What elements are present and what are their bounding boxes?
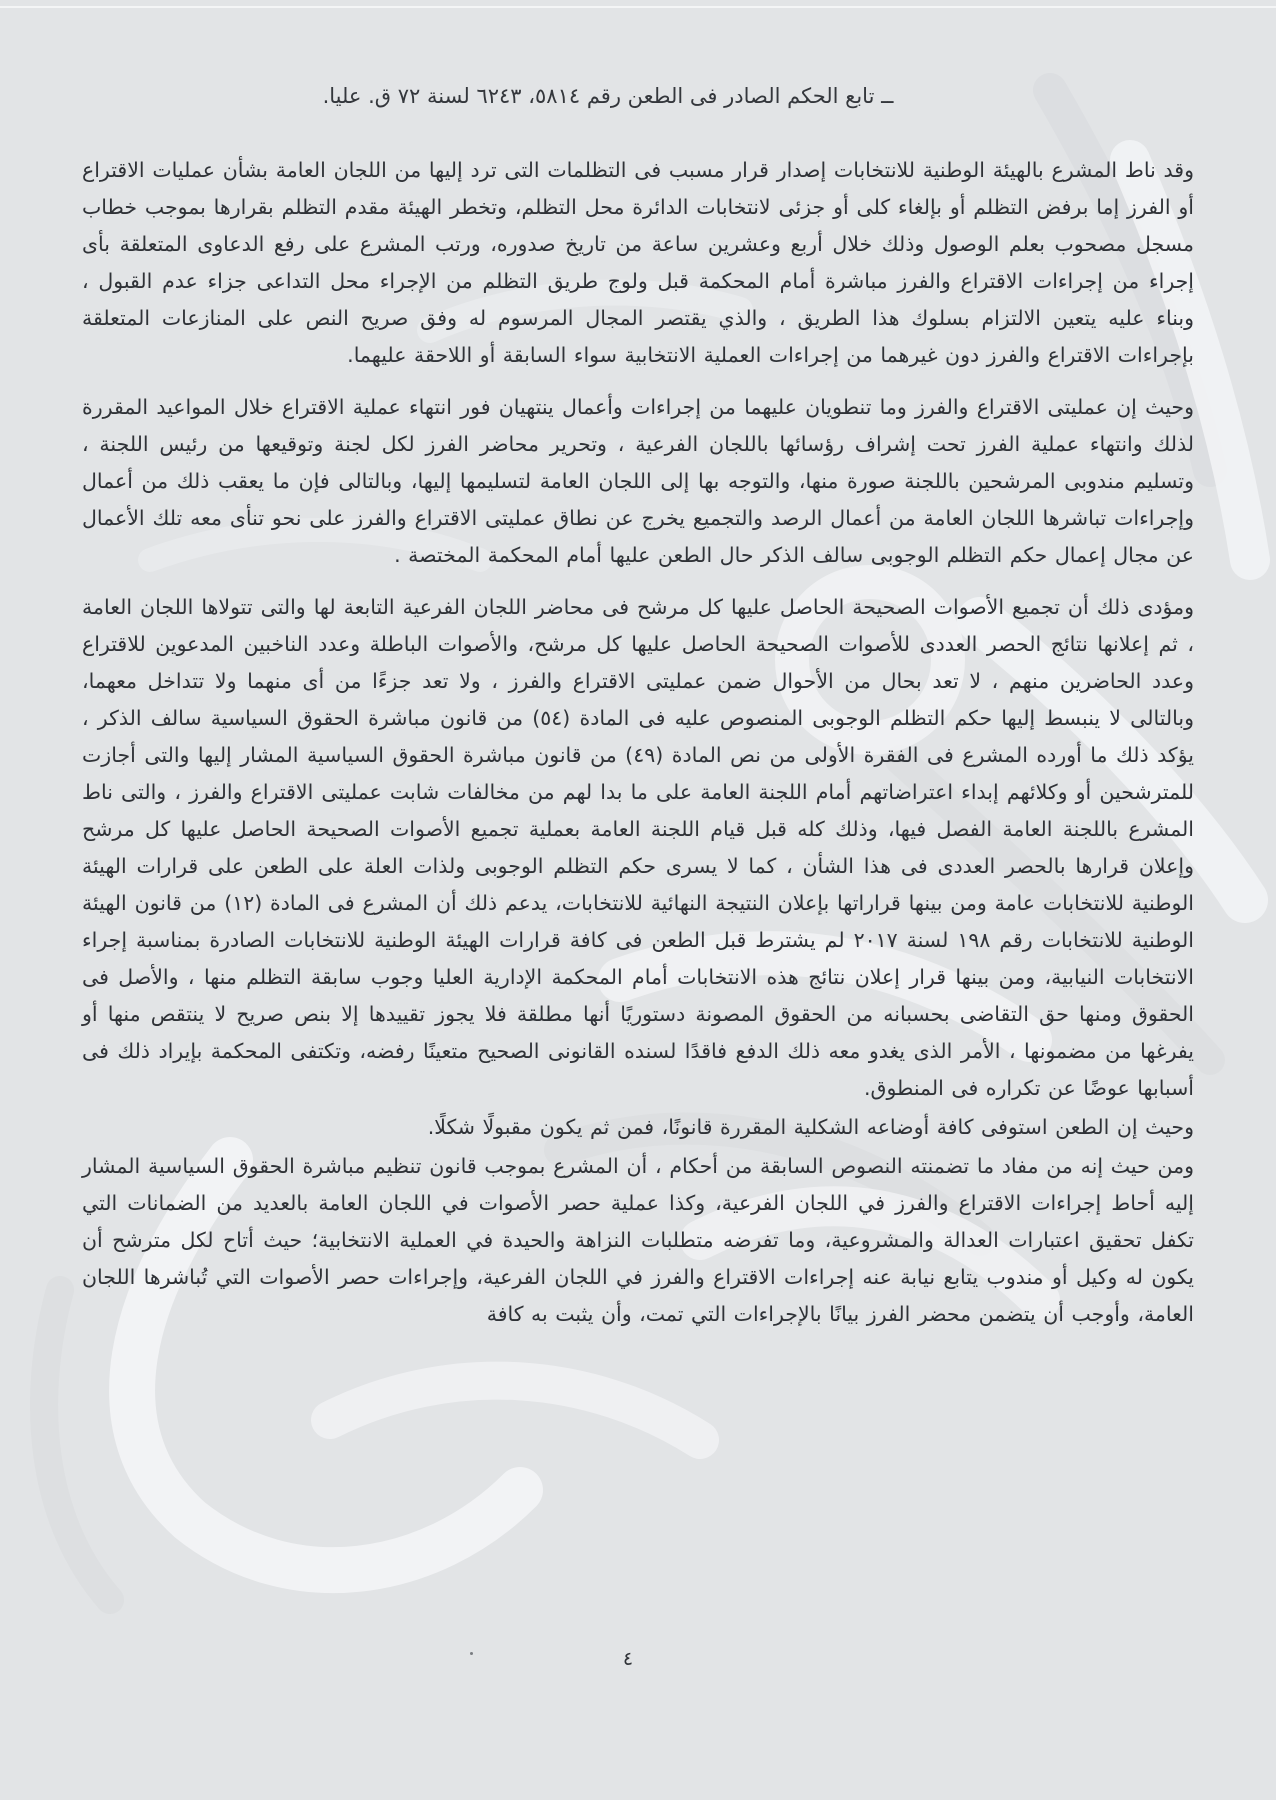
paragraph-vote-aggregation-ruling: ومؤدى ذلك أن تجميع الأصوات الصحيحة الحاصل عليها كل مرشح فى محاضر اللجان الفرعية التابعة لها والتى تتولاها اللجان العامة ، ثم إعلانها نتائج الحصر العددى للأصوات الصحيحة الحاصل عليها كل مرشح، والأصوات الباطلة وعدد الناخبين المدعوين للاقتراع وعدد الحاضرين منهم ، لا تعد بحال من الأحوال ضمن عمليتى الاقتراع والفرز ، ولا تعد جزءًا من أى منهما ولا تتداخل معهما، وبالتالى لا ينبسط إليها حكم التظلم الوجوبى المنصوص عليه فى المادة (٥٤) من قانون مباشرة الحقوق السياسية سالف الذكر ، يؤكد ذلك ما أورده المشرع فى الفقرة الأولى من نص المادة (٤٩) من قانون مباشرة الحقوق السياسية المشار إليها والتى أجازت للمترشحين أو وكلائهم إبداء اعتراضاتهم أمام اللجنة العامة على ما بدا لهم من مخالفات شابت عمليتى الاقتراع والفرز ، والتى ناط المشرع باللجنة العامة الفصل فيها، وذلك كله قبل قيام اللجنة العامة بعملية تجميع الأصوات الصحيحة الحاصل عليها كل مرشح وإعلان قرارها بالحصر العددى فى هذا الشأن ، كما لا يسرى حكم التظلم الوجوبى ولذات العلة على الطعن على قرارات الهيئة الوطنية للانتخابات عامة ومن بينها قراراتها بإعلان النتيجة النهائية للانتخابات، يدعم ذلك أن المشرع فى المادة (١٢) من قانون الهيئة الوطنية للانتخابات رقم ١٩٨ لسنة ٢٠١٧ لم يشترط قبل الطعن فى كافة قرارات الهيئة الوطنية للانتخابات الصادرة بمناسبة إجراء الانتخابات النيابية، ومن بينها قرار إعلان نتائج هذه الانتخابات أمام المحكمة الإدارية العليا وجوب سابقة التظلم منها ، والأصل فى الحقوق ومنها حق التقاضى بحسبانه من الحقوق المصونة دستوريًا أنها مطلقة فلا يجوز تقييدها إلا بنص صريح لا ينتقص منها أو يفرغها من مضمونها ، الأمر الذى يغدو معه ذلك الدفع فاقدًا لسنده القانونى الصحيح متعينًا رفضه، وتكتفى المحكمة بإيراد ذلك فى أسبابها عوضًا عن تكراره فى المنطوق. [82, 595, 1194, 1100]
judgment-continuation-header: ــ تابع الحكم الصادر فى الطعن رقم ٥٨١٤، ٦٢٤٣ لسنة ٧٢ ق. عليا. [322, 84, 894, 108]
page-number: ٤ [622, 1648, 634, 1670]
paragraph-appeal-admissibility: وحيث إن الطعن استوفى كافة أوضاعه الشكلية المقررة قانونًا، فمن ثم يكون مقبولًا شكلًا. [427, 1115, 1194, 1139]
judgment-body [82, 152, 1194, 1348]
paragraph-polling-counting-end: وحيث إن عمليتى الاقتراع والفرز وما تنطويان عليهما من إجراءات وأعمال ينتهيان فور انتهاء عملية الاقتراع خلال المواعيد المقررة لذلك وانتهاء عملية الفرز تحت إشراف رؤسائها باللجان الفرعية ، وتحرير محاضر الفرز لكل لجنة وتوقيعها من رئيس اللجنة ، وتسليم مندوبى المرشحين باللجنة صورة منها، والتوجه بها إلى اللجان العامة لتسليمها إليها، وبالتالى فإن ما يعقب ذلك من أعمال وإجراءات تباشرها اللجان العامة من أعمال الرصد والتجميع يخرج عن نطاق عمليتى الاقتراع والفرز على نحو تنأى معه تلك الأعمال عن مجال إعمال حكم التظلم الوجوبى سالف الذكر حال الطعن عليها أمام المحكمة المختصة . [82, 395, 1194, 567]
paragraph-legal-guarantees: ومن حيث إنه من مفاد ما تضمنته النصوص السابقة من أحكام ، أن المشرع بموجب قانون تنظيم مباشرة الحقوق السياسية المشار إليه أحاط إجراءات الاقتراع والفرز في اللجان الفرعية، وكذا عملية حصر الأصوات في اللجان العامة بالعديد من الضمانات التي تكفل تحقيق اعتبارات العدالة والمشروعية، وما تفرضه متطلبات النزاهة والحيدة في العملية الانتخابية؛ حيث أتاح لكل مترشح أن يكون له وكيل أو مندوب يتابع نيابة عنه إجراءات الاقتراع والفرز في اللجان الفرعية، وإجراءات حصر الأصوات التي تُباشرها اللجان العامة، وأوجب أن يتضمن محضر الفرز بيانًا بالإجراءات التي تمت، وأن يثبت به كافة [82, 1154, 1194, 1326]
paragraph-tazallum-procedure: وقد ناط المشرع بالهيئة الوطنية للانتخابات إصدار قرار مسبب فى التظلمات التى ترد إليها من اللجان العامة بشأن عمليات الاقتراع أو الفرز إما برفض التظلم أو بإلغاء كلى أو جزئى لانتخابات الدائرة محل التظلم، وتخطر الهيئة مقدم التظلم بقرارها بموجب خطاب مسجل مصحوب بعلم الوصول وذلك خلال أربع وعشرين ساعة من تاريخ صدوره، ورتب المشرع على رفع الدعاوى المتعلقة بأى إجراء من إجراءات الاقتراع والفرز مباشرة أمام المحكمة قبل ولوج طريق التظلم من الإجراء محل التداعى جزاء عدم القبول ، وبناء عليه يتعين الالتزام بسلوك هذا الطريق ، والذي يقتصر المجال المرسوم له وفق صريح النص على المنازعات المتعلقة بإجراءات الاقتراع والفرز دون غيرهما من إجراءات العملية الانتخابية سواء السابقة أو اللاحقة عليهما. [82, 158, 1194, 367]
